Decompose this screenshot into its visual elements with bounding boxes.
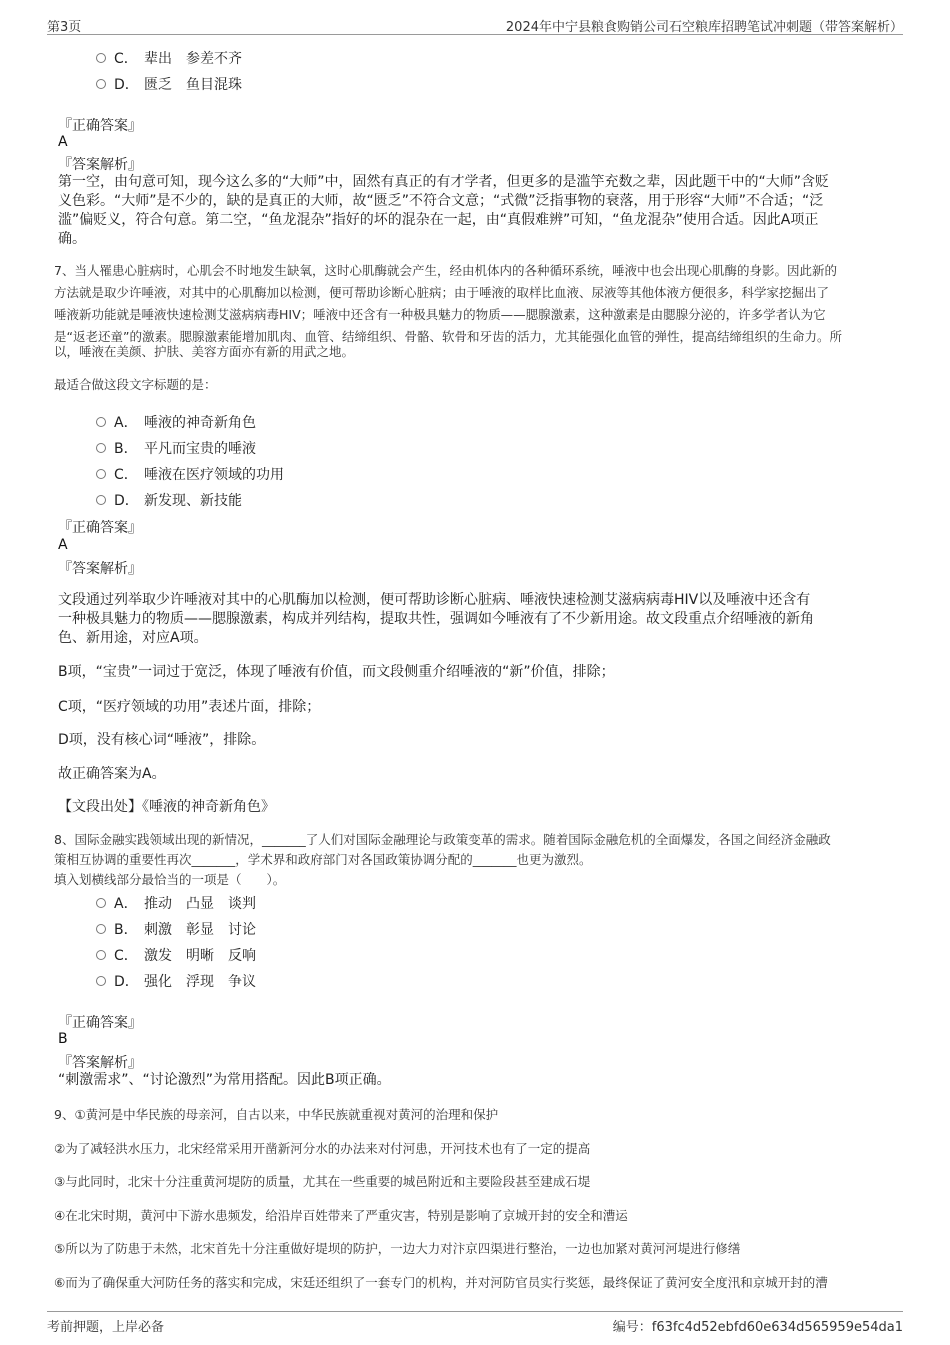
q7-option-d-note: D项，没有核心词“唾液”，排除。 — [58, 732, 266, 748]
q8-option-c[interactable]: C． 激发 明晰 反响 — [96, 945, 256, 965]
q7-stem-line: 是“返老还童”的激素。腮腺激素能增加肌肉、血管、结缔组织、骨骼、软骨和牙齿的活力，尤其能强化血管的弹性，提高结缔组织的生命力。所 — [54, 329, 842, 344]
q6-option-c[interactable]: C． 辈出 参差不齐 — [96, 48, 242, 68]
document-title: 2024年中宁县粮食购销公司石空粮库招聘笔试冲刺题（带答案解析） — [505, 20, 903, 35]
q7-answer: A — [58, 537, 68, 553]
radio-icon[interactable] — [96, 924, 106, 934]
q7-stem-line: 7、当人罹患心脏病时，心肌会不时地发生缺氧，这时心肌酶就会产生，经由机体内的各种循环系统，唾液中也会出现心肌酶的身影。因此新的 — [54, 263, 837, 278]
q9-line: 9、①黄河是中华民族的母亲河，自古以来，中华民族就重视对黄河的治理和保护 — [54, 1107, 499, 1122]
page-number: 第3页 — [47, 20, 82, 35]
q8-option-b[interactable]: B． 刺激 彰显 讨论 — [96, 919, 256, 939]
footer-slogan: 考前押题，上岸必备 — [47, 1320, 165, 1335]
q8-instruction: 填入划横线部分最恰当的一项是（ ）。 — [54, 872, 286, 887]
radio-icon[interactable] — [96, 898, 106, 908]
q6-analysis-line: 义色彩。“大师”是不少的，缺的是真正的大师，故“匮乏”不符合文意；“式微”泛指事物的衰落，用于形容“大师”不合适；“泛 — [58, 193, 824, 209]
radio-icon[interactable] — [96, 976, 106, 986]
q7-question: 最适合做这段文字标题的是： — [54, 377, 217, 392]
q7-stem-line: 唾液新功能就是唾液快速检测艾滋病病毒HIV；唾液中还含有一种极具魅力的物质——腮腺激素，这种激素是由腮腺分泌的，许多学者认为它 — [54, 307, 826, 322]
q7-option-d[interactable]: D． 新发现、新技能 — [96, 490, 242, 510]
q7-analysis-line: 一种极具魅力的物质——腮腺激素，构成并列结构，提取共性，强调如今唾液有了不少新用途。故文段重点介绍唾液的新角 — [58, 611, 814, 627]
q7-option-b-note: B项，“宝贵”一词过于宽泛，体现了唾液有价值，而文段侧重介绍唾液的“新”价值，排除； — [58, 664, 615, 680]
q6-analysis-line: 滥”偏贬义，符合句意。第二空，“鱼龙混杂”指好的坏的混杂在一起，由“真假难辨”可知，“鱼龙混杂”使用合适。因此A项正 — [58, 212, 819, 228]
q6-answer: A — [58, 134, 68, 150]
radio-icon[interactable] — [96, 469, 106, 479]
q7-conclusion: 故正确答案为A。 — [58, 766, 166, 782]
q9-line: ②为了减轻洪水压力，北宋经常采用开凿新河分水的办法来对付河患，开河技术也有了一定的提高 — [54, 1141, 591, 1156]
q8-analysis: “刺激需求”、“讨论激烈”为常用搭配。因此B项正确。 — [58, 1072, 391, 1088]
q7-source: 【文段出处】《唾液的神奇新角色》 — [58, 799, 275, 815]
page-footer — [47, 1311, 903, 1334]
radio-icon[interactable] — [96, 950, 106, 960]
q8-stem-line: 策相互协调的重要性再次_______，学术界和政府部门对各国政策协调分配的_______也更为激烈。 — [54, 852, 592, 867]
q7-stem-line: 方法就是取少许唾液，对其中的心肌酶加以检测，便可帮助诊断心脏病；由于唾液的取样比血液、尿液等其他体液方便很多，科学家挖掘出了 — [54, 285, 830, 300]
q7-stem-line: 以，唾液在美颜、护肤、美容方面亦有新的用武之地。 — [54, 344, 355, 359]
q8-analysis-label: 『答案解析』 — [58, 1055, 142, 1071]
radio-icon[interactable] — [96, 53, 106, 63]
q9-line: ⑥而为了确保重大河防任务的落实和完成，宋廷还组织了一套专门的机构，并对河防官员实行奖惩，最终保证了黄河安全度汛和京城开封的漕 — [54, 1275, 828, 1290]
q6-analysis-line: 确。 — [58, 231, 86, 247]
radio-icon[interactable] — [96, 495, 106, 505]
q6-analysis-line: 第一空，由句意可知，现今这么多的“大师”中，固然有真正的有才学者，但更多的是滥竽充数之辈，因此题干中的“大师”含贬 — [58, 174, 830, 190]
q8-answer: B — [58, 1031, 68, 1047]
radio-icon[interactable] — [96, 443, 106, 453]
q9-line: ⑤所以为了防患于未然，北宋首先十分注重做好堤坝的防护，一边大力对汴京四渠进行整治，一边也加紧对黄河河堤进行修缮 — [54, 1241, 741, 1256]
q7-analysis-line: 文段通过列举取少许唾液对其中的心肌酶加以检测，便可帮助诊断心脏病、唾液快速检测艾滋病病毒HIV以及唾液中还含有 — [58, 592, 811, 608]
q6-answer-label: 『正确答案』 — [58, 118, 142, 134]
q7-answer-label: 『正确答案』 — [58, 520, 142, 536]
radio-icon[interactable] — [96, 417, 106, 427]
q9-line: ④在北宋时期，黄河中下游水患频发，给沿岸百姓带来了严重灾害，特别是影响了京城开封的安全和漕运 — [54, 1208, 628, 1223]
q8-option-a[interactable]: A． 推动 凸显 谈判 — [96, 893, 256, 913]
q6-option-d[interactable]: D． 匮乏 鱼目混珠 — [96, 74, 242, 94]
q7-option-a[interactable]: A． 唾液的神奇新角色 — [96, 412, 256, 432]
q7-analysis-label: 『答案解析』 — [58, 561, 142, 577]
q7-option-c[interactable]: C． 唾液在医疗领域的功用 — [96, 464, 284, 484]
q7-option-c-note: C项，“医疗领域的功用”表述片面，排除； — [58, 699, 321, 715]
q8-answer-label: 『正确答案』 — [58, 1015, 142, 1031]
q7-option-b[interactable]: B． 平凡而宝贵的唾液 — [96, 438, 256, 458]
q8-option-d[interactable]: D． 强化 浮现 争议 — [96, 971, 256, 991]
q6-analysis-label: 『答案解析』 — [58, 157, 142, 173]
page-header — [47, 14, 903, 35]
q9-line: ③与此同时，北宋十分注重黄河堤防的质量，尤其在一些重要的城邑附近和主要险段甚至建成石堤 — [54, 1174, 591, 1189]
q7-analysis-line: 色、新用途，对应A项。 — [58, 630, 208, 646]
radio-icon[interactable] — [96, 79, 106, 89]
q8-stem-line: 8、国际金融实践领域出现的新情况，_______了人们对国际金融理论与政策变革的需求。随着国际金融危机的全面爆发，各国之间经济金融政 — [54, 832, 831, 847]
document-code: 编号：f63fc4d52ebfd60e634d565959e54da1 — [612, 1320, 903, 1335]
